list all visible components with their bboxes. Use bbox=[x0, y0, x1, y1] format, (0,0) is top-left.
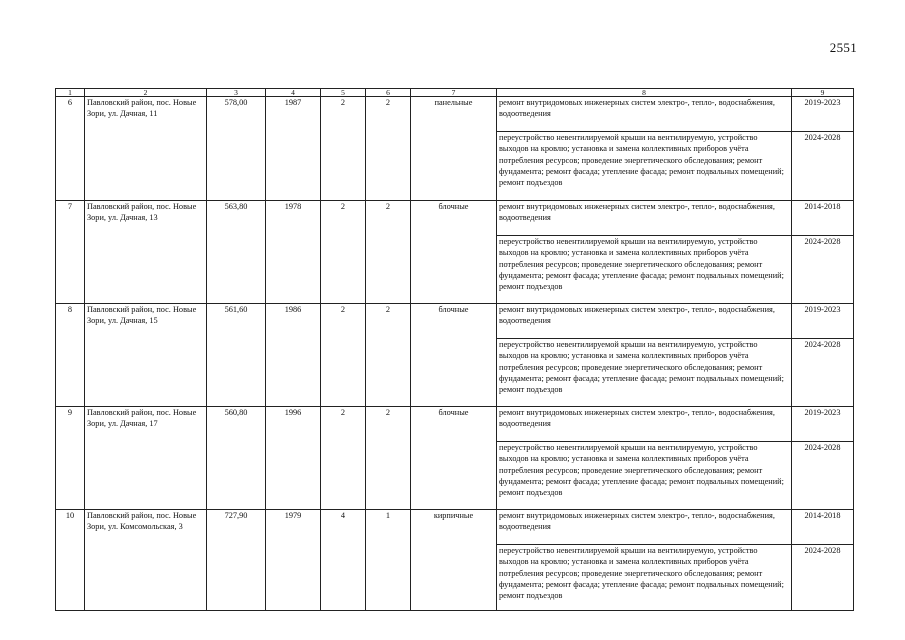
column-header: 2 bbox=[85, 89, 207, 97]
col6-cell: 2 bbox=[366, 304, 411, 407]
column-header: 5 bbox=[321, 89, 366, 97]
column-header: 1 bbox=[56, 89, 85, 97]
work-period: 2014-2018 bbox=[792, 201, 854, 236]
col5-cell: 2 bbox=[321, 407, 366, 510]
col6-cell: 2 bbox=[366, 97, 411, 201]
table-row bbox=[56, 97, 854, 132]
column-number-row bbox=[56, 89, 854, 97]
work-description: переустройство невентилируемой крыши на вентилируемую, устройство выходов на кровлю; установка и замена коллективных приборов учёта потребления ресурсов; проведение энергетического обследования; ремонт фундамента; ремонт фасада; утепление фасада; ремонт подвальных помещений; ремонт подъездов bbox=[497, 236, 792, 304]
table-row bbox=[56, 201, 854, 236]
row-number: 6 bbox=[56, 97, 85, 201]
address-cell: Павловский район, пос. Новые Зори, ул. Дачная, 17 bbox=[85, 407, 207, 510]
address-cell: Павловский район, пос. Новые Зори, ул. Дачная, 15 bbox=[85, 304, 207, 407]
col6-cell: 1 bbox=[366, 510, 411, 611]
area-cell: 578,00 bbox=[207, 97, 266, 201]
col6-cell: 2 bbox=[366, 201, 411, 304]
row-number: 10 bbox=[56, 510, 85, 611]
address-cell: Павловский район, пос. Новые Зори, ул. Комсомольская, 3 bbox=[85, 510, 207, 611]
work-description: ремонт внутридомовых инженерных систем электро-, тепло-, водоснабжения, водоотведения bbox=[497, 97, 792, 132]
page-number: 2551 bbox=[829, 40, 857, 55]
column-header: 3 bbox=[207, 89, 266, 97]
year-cell: 1978 bbox=[266, 201, 321, 304]
work-description: переустройство невентилируемой крыши на вентилируемую, устройство выходов на кровлю; установка и замена коллективных приборов учёта потребления ресурсов; проведение энергетического обследования; ремонт фундамента; ремонт фасада; утепление фасада; ремонт подвальных помещений; ремонт подъездов bbox=[497, 132, 792, 201]
area-cell: 560,80 bbox=[207, 407, 266, 510]
work-description: ремонт внутридомовых инженерных систем электро-, тепло-, водоснабжения, водоотведения bbox=[497, 407, 792, 442]
row-number: 8 bbox=[56, 304, 85, 407]
address-cell: Павловский район, пос. Новые Зори, ул. Дачная, 11 bbox=[85, 97, 207, 201]
column-header: 7 bbox=[411, 89, 497, 97]
column-header: 8 bbox=[497, 89, 792, 97]
work-period: 2024-2028 bbox=[792, 339, 854, 407]
work-period: 2019-2023 bbox=[792, 407, 854, 442]
work-period: 2024-2028 bbox=[792, 442, 854, 510]
year-cell: 1986 bbox=[266, 304, 321, 407]
table-row bbox=[56, 407, 854, 442]
material-cell: блочные bbox=[411, 407, 497, 510]
year-cell: 1979 bbox=[266, 510, 321, 611]
work-description: ремонт внутридомовых инженерных систем электро-, тепло-, водоснабжения, водоотведения bbox=[497, 304, 792, 339]
work-period: 2019-2023 bbox=[792, 304, 854, 339]
housing-repair-table bbox=[55, 88, 854, 611]
material-cell: блочные bbox=[411, 201, 497, 304]
area-cell: 561,60 bbox=[207, 304, 266, 407]
col5-cell: 2 bbox=[321, 97, 366, 201]
table-row bbox=[56, 304, 854, 339]
work-description: переустройство невентилируемой крыши на вентилируемую, устройство выходов на кровлю; установка и замена коллективных приборов учёта потребления ресурсов; проведение энергетического обследования; ремонт фундамента; ремонт фасада; утепление фасада; ремонт подвальных помещений; ремонт подъездов bbox=[497, 442, 792, 510]
work-description: переустройство невентилируемой крыши на вентилируемую, устройство выходов на кровлю; установка и замена коллективных приборов учёта потребления ресурсов; проведение энергетического обследования; ремонт фундамента; ремонт фасада; утепление фасада; ремонт подвальных помещений; ремонт подъездов bbox=[497, 339, 792, 407]
row-number: 7 bbox=[56, 201, 85, 304]
col5-cell: 2 bbox=[321, 304, 366, 407]
address-cell: Павловский район, пос. Новые Зори, ул. Дачная, 13 bbox=[85, 201, 207, 304]
work-period: 2014-2018 bbox=[792, 510, 854, 545]
work-description: переустройство невентилируемой крыши на вентилируемую, устройство выходов на кровлю; установка и замена коллективных приборов учёта потребления ресурсов; проведение энергетического обследования; ремонт фундамента; ремонт фасада; утепление фасада; ремонт подвальных помещений; ремонт подъездов bbox=[497, 545, 792, 611]
area-cell: 563,80 bbox=[207, 201, 266, 304]
work-description: ремонт внутридомовых инженерных систем электро-, тепло-, водоснабжения, водоотведения bbox=[497, 510, 792, 545]
column-header: 6 bbox=[366, 89, 411, 97]
year-cell: 1996 bbox=[266, 407, 321, 510]
work-description: ремонт внутридомовых инженерных систем электро-, тепло-, водоснабжения, водоотведения bbox=[497, 201, 792, 236]
column-header: 4 bbox=[266, 89, 321, 97]
work-period: 2024-2028 bbox=[792, 236, 854, 304]
work-period: 2024-2028 bbox=[792, 132, 854, 201]
work-period: 2024-2028 bbox=[792, 545, 854, 611]
table-body bbox=[56, 89, 854, 611]
col5-cell: 4 bbox=[321, 510, 366, 611]
table-row bbox=[56, 510, 854, 545]
work-period: 2019-2023 bbox=[792, 97, 854, 132]
material-cell: блочные bbox=[411, 304, 497, 407]
year-cell: 1987 bbox=[266, 97, 321, 201]
material-cell: панельные bbox=[411, 97, 497, 201]
col5-cell: 2 bbox=[321, 201, 366, 304]
col6-cell: 2 bbox=[366, 407, 411, 510]
material-cell: кирпичные bbox=[411, 510, 497, 611]
column-header: 9 bbox=[792, 89, 854, 97]
area-cell: 727,90 bbox=[207, 510, 266, 611]
row-number: 9 bbox=[56, 407, 85, 510]
